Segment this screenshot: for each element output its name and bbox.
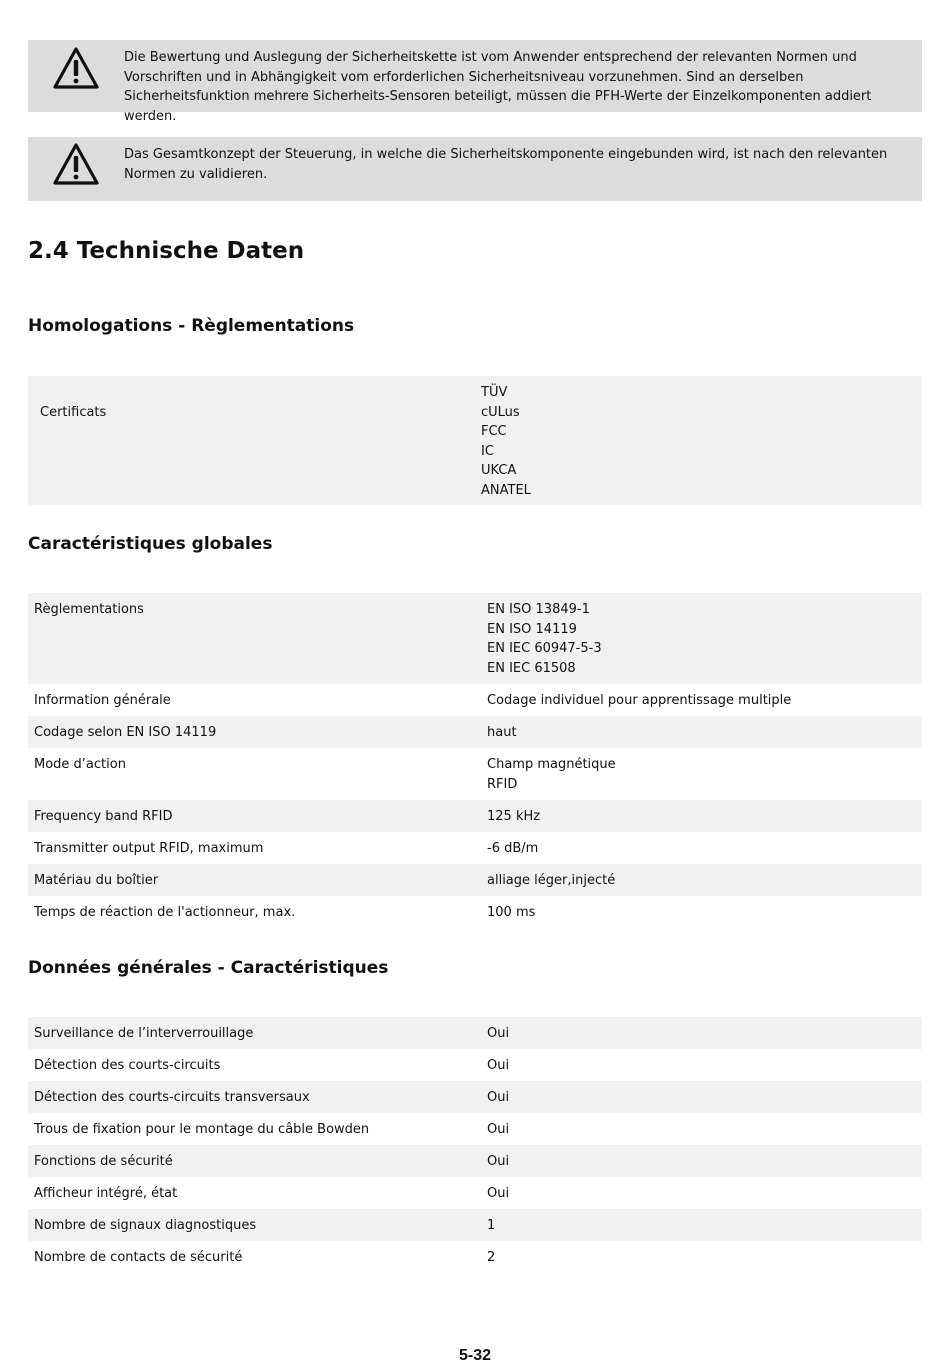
certificate-value: UKCA — [481, 463, 517, 478]
value-line: Champ magnétique — [487, 757, 616, 772]
table-row — [28, 800, 922, 832]
row-value: Oui — [487, 1025, 510, 1041]
table-row — [28, 1049, 922, 1081]
row-label: Mode d’action — [34, 757, 126, 772]
row-label: Fonctions de sécurité — [34, 1153, 173, 1169]
row-value: haut — [487, 724, 517, 740]
row-value — [482, 593, 922, 684]
warning-triangle-icon — [52, 142, 100, 186]
certificate-value: IC — [481, 443, 494, 459]
warning-notice-1 — [28, 40, 922, 124]
row-label: Nombre de contacts de sécurité — [34, 1249, 243, 1265]
table-row — [28, 1241, 922, 1273]
row-value — [482, 748, 922, 800]
row-label: Transmitter output RFID, maximum — [34, 840, 264, 856]
value-line: EN IEC 60947-5-3 — [487, 641, 602, 656]
table-row — [28, 832, 922, 864]
certificates-row — [28, 376, 922, 505]
row-value: 2 — [487, 1249, 496, 1265]
row-value: Codage individuel pour apprentissage multiple — [487, 692, 792, 708]
row-value: 125 kHz — [487, 808, 541, 824]
row-label: Règlementations — [34, 602, 144, 617]
warning-notice-2 — [28, 137, 922, 201]
value-line: EN ISO 13849-1 — [487, 602, 590, 617]
warning-notice-text: Das Gesamtkonzept der Steuerung, in welche die Sicherheitskomponente eingebunden wird, ist nach den relevanten Normen zu validieren. — [124, 147, 888, 182]
row-label: Temps de réaction de l'actionneur, max. — [34, 904, 296, 920]
table-row — [28, 1209, 922, 1241]
row-value: Oui — [487, 1153, 510, 1169]
row-label: Surveillance de l’interverrouillage — [34, 1025, 254, 1041]
table-row — [28, 716, 922, 748]
row-label: Codage selon EN ISO 14119 — [34, 724, 217, 740]
table-row — [28, 593, 922, 684]
section-title: 2.4 Technische Daten — [28, 238, 305, 264]
table-row — [28, 684, 922, 716]
certificates-label: Certificats — [40, 405, 107, 420]
table-row — [28, 864, 922, 896]
warning-notice-text: Die Bewertung und Auslegung der Sicherheitskette ist vom Anwender entsprechend der relevanten Normen und Vorschriften und in Abhängigkeit vom erforderlichen Sicherheitsniveau vorzunehmen. Sind an derselben Sicherheitsfunktion mehrere Sicherheits-Sensoren beteiligt, müssen die PFH-Werte der Einzelkomponenten addiert werden. — [124, 50, 872, 124]
donnees-title: Données générales - Caractéristiques — [28, 958, 389, 978]
row-label: Nombre de signaux diagnostiques — [34, 1217, 257, 1233]
certificate-value: ANATEL — [481, 482, 531, 498]
donnees-table — [28, 1017, 922, 1273]
row-label: Détection des courts-circuits — [34, 1057, 221, 1073]
row-value: -6 dB/m — [487, 840, 539, 856]
certificates-values — [481, 383, 531, 500]
certificate-value: FCC — [481, 424, 507, 439]
table-row — [28, 1113, 922, 1145]
table-row — [28, 748, 922, 800]
value-line: RFID — [487, 776, 518, 792]
row-value: 100 ms — [487, 904, 536, 920]
table-row — [28, 1081, 922, 1113]
row-label: Détection des courts-circuits transversaux — [34, 1089, 310, 1105]
row-value: 1 — [487, 1217, 496, 1233]
row-value: alliage léger,injecté — [487, 872, 616, 888]
certificate-value: cULus — [481, 404, 520, 420]
table-row — [28, 1145, 922, 1177]
page-number: 5-32 — [458, 1347, 492, 1364]
certificate-value: TÜV — [481, 385, 508, 400]
caracteristiques-table — [28, 593, 922, 928]
homologations-title: Homologations - Règlementations — [28, 316, 355, 336]
row-label: Matériau du boîtier — [34, 872, 159, 888]
value-line: EN ISO 14119 — [487, 621, 577, 637]
row-value: Oui — [487, 1057, 510, 1073]
row-value: Oui — [487, 1185, 510, 1201]
table-row — [28, 1017, 922, 1049]
table-row — [28, 1177, 922, 1209]
row-label: Trous de fixation pour le montage du câble Bowden — [34, 1121, 370, 1137]
row-label: Frequency band RFID — [34, 808, 173, 824]
caracteristiques-title: Caractéristiques globales — [28, 534, 273, 554]
table-row — [28, 896, 922, 928]
row-label: Information générale — [34, 692, 171, 708]
row-label: Afficheur intégré, état — [34, 1185, 178, 1201]
value-line: EN IEC 61508 — [487, 660, 576, 676]
row-value: Oui — [487, 1121, 510, 1137]
warning-triangle-icon — [52, 46, 100, 90]
row-value: Oui — [487, 1089, 510, 1105]
